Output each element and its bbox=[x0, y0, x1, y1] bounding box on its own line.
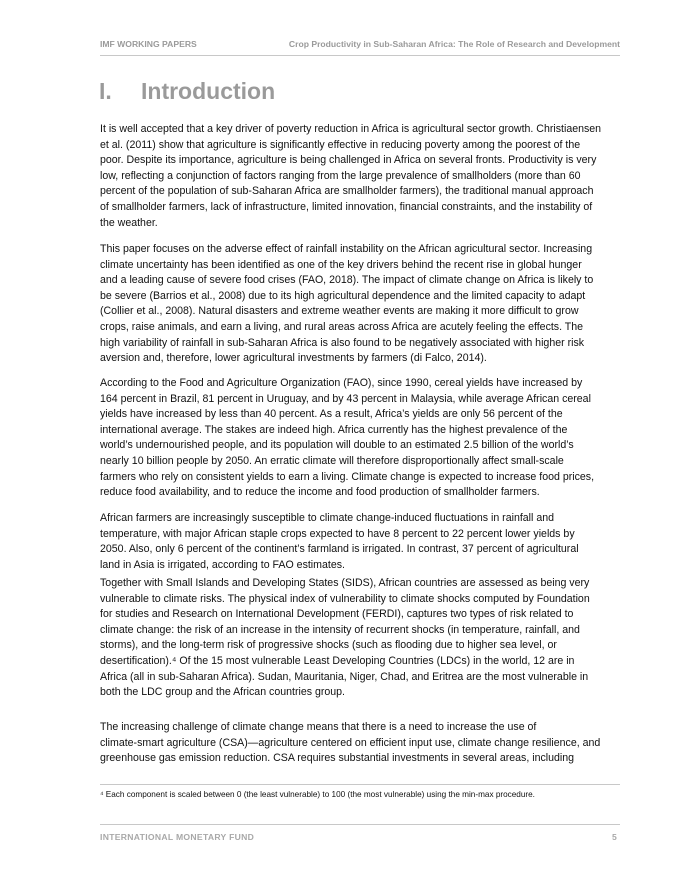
section-number: I. bbox=[99, 78, 112, 104]
text-line: farmers who rely on consistent yields to earn a living. Climate change is expected to increase food prices, bbox=[100, 470, 595, 483]
text-line: climate-smart agriculture (CSA)—agriculture centered on efficient input use, climate change resilience, and bbox=[100, 736, 601, 749]
footnote-divider bbox=[100, 784, 620, 785]
text-line: of smallholder farmers, lack of infrastructure, limited innovation, financial constraints, and the instability of bbox=[100, 200, 593, 213]
header-divider bbox=[100, 55, 620, 56]
text-line: climate uncertainty has been identified as one of the key drivers behind the recent rise in global hunger bbox=[100, 258, 582, 271]
text-line: land in Asia is irrigated, according to FAO estimates. bbox=[100, 558, 345, 571]
text-line: desertification).⁴ Of the 15 most vulnerable Least Developing Countries (LDCs) in the world, 12 are in bbox=[100, 654, 575, 667]
text-line: (Collier et al., 2008). Natural disasters and extreme weather events are making it more difficult to grow bbox=[100, 305, 579, 318]
text-line: 2050. Also, only 6 percent of the continent’s farmland is irrigated. In contrast, 37 percent of agricultural bbox=[100, 543, 579, 556]
section-title: Introduction bbox=[141, 78, 276, 104]
text-line: It is well accepted that a key driver of poverty reduction in Africa is agricultural sector growth. Christiaensen bbox=[100, 123, 602, 135]
footer-divider bbox=[100, 824, 620, 825]
section-heading bbox=[99, 78, 275, 105]
text-line: The increasing challenge of climate change means that there is a need to increase the use of bbox=[100, 721, 537, 733]
paragraph bbox=[100, 511, 640, 573]
text-line: both the LDC group and the African countries group. bbox=[100, 686, 345, 699]
text-line: African farmers are increasingly susceptible to climate change-induced fluctuations in rainfall and bbox=[100, 512, 555, 524]
text-line: storms), and the long-term risk of progressive shocks (such as flooding due to higher sea level, or bbox=[100, 639, 557, 652]
paragraph bbox=[100, 720, 640, 767]
running-header-title: Crop Productivity in Sub-Saharan Africa: The Role of Research and Development bbox=[288, 39, 620, 49]
text-line: poor. Despite its importance, agriculture is being challenged in Africa on several fronts. Productivity is very bbox=[100, 154, 597, 167]
text-line: According to the Food and Agriculture Organization (FAO), since 1990, cereal yields have increased by bbox=[100, 377, 583, 389]
text-line: reduce food availability, and to reduce the income and food production of smallholder farmers. bbox=[100, 486, 540, 499]
text-line: high variability of rainfall in sub-Saharan Africa is also found to be negatively associated with higher risk bbox=[100, 336, 585, 349]
text-line: Africa (all in sub-Saharan Africa). Sudan, Mauritania, Niger, Chad, and Eritrea are the most vulnerable in bbox=[100, 670, 589, 683]
text-line: 164 percent in Brazil, 81 percent in Uruguay, and by 43 percent in Malaysia, while average African cereal bbox=[100, 392, 591, 405]
page-number: 5 bbox=[612, 832, 617, 842]
footnote: ⁴ Each component is scaled between 0 (the least vulnerable) to 100 (the most vulnerable) using the min-max procedure. bbox=[100, 790, 535, 799]
paragraph bbox=[100, 576, 640, 701]
text-line: crops, raise animals, and earn a living, and rural areas across Africa are acutely feeling the effects. The bbox=[100, 320, 584, 333]
text-line: world’s undernourished people, and its population will double to an estimated 2.5 billion of the world’s bbox=[100, 439, 574, 452]
text-line: percent of the population of sub-Saharan Africa are smallholder farmers), the traditional manual approach bbox=[100, 185, 594, 198]
paragraph bbox=[100, 242, 640, 367]
footer-publisher: INTERNATIONAL MONETARY FUND bbox=[100, 832, 255, 842]
text-line: et al. (2011) show that agriculture is significantly effective in reducing poverty among the poorest of the bbox=[100, 138, 581, 151]
text-line: nearly 10 billion people by 2050. An erratic climate will therefore disproportionally affect small-scale bbox=[100, 454, 564, 467]
text-line: greenhouse gas emission reduction. CSA requires substantial investments in several areas, including bbox=[100, 752, 575, 765]
text-line: Together with Small Islands and Developing States (SIDS), African countries are assessed as being very bbox=[100, 577, 590, 589]
text-line: yields have increased by less than 40 percent. As a result, Africa’s yields are only 56 percent of the bbox=[100, 408, 563, 421]
text-line: temperature, with major African staple crops expected to have 8 percent to 22 percent lower yields by bbox=[100, 527, 575, 540]
text-line: international average. The stakes are indeed high. Africa currently has the highest prevalence of the bbox=[100, 423, 568, 436]
paragraph bbox=[100, 376, 640, 501]
running-header-series: IMF WORKING PAPERS bbox=[100, 39, 197, 49]
text-line: and a leading cause of severe food crises (FAO, 2018). The impact of climate change on Africa is likely to bbox=[100, 274, 594, 287]
text-line: vulnerable to climate risks. The physical index of vulnerability to climate shocks computed by Foundation bbox=[100, 592, 590, 605]
text-line: for studies and Research on International Development (FERDI), captures two types of risk related to bbox=[100, 608, 574, 621]
text-line: This paper focuses on the adverse effect of rainfall instability on the African agricultural sector. Increasing bbox=[100, 243, 593, 255]
text-line: climate change: the risk of an increase in the intensity of recurrent shocks (in temperature, rainfall, and bbox=[100, 623, 580, 636]
paragraph bbox=[100, 122, 640, 231]
text-line: aversion and, therefore, lower agricultural investments by farmers (di Falco, 2014). bbox=[100, 352, 487, 365]
text-line: the weather. bbox=[100, 216, 158, 229]
text-line: low, reflecting a conjunction of factors ranging from the large prevalence of smallholders (more than 60 bbox=[100, 169, 581, 182]
text-line: be severe (Barrios et al., 2008) due to its high agricultural dependence and the limited capacity to adapt bbox=[100, 289, 586, 302]
